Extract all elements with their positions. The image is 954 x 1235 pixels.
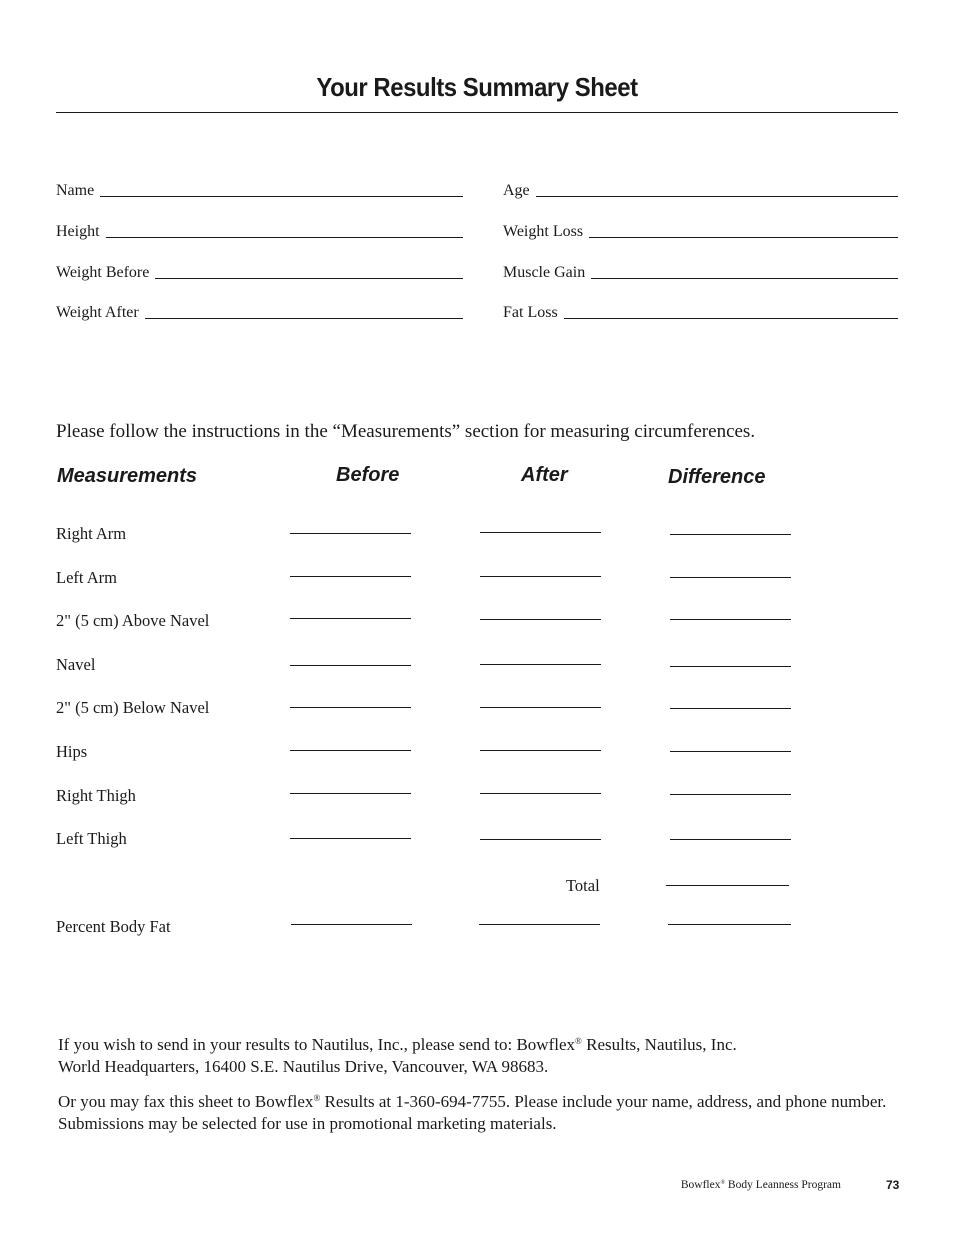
navel-before-line[interactable] [290,665,411,666]
row-label-left-arm: Left Arm [56,568,117,587]
footer-program: Body Leanness Program [725,1179,841,1191]
difference-heading: Difference [668,466,766,488]
row-label-navel: Navel [56,655,96,674]
field-label: Height [56,223,100,240]
mailing-address: World Headquarters, 16400 S.E. Nautilus Drive, Vancouver, WA 98683. [58,1057,549,1076]
row-label-below-navel: 2" (5 cm) Below Navel [56,698,210,717]
right-thigh-after-line[interactable] [480,793,601,794]
before-heading: Before [336,464,400,486]
age-input-line[interactable] [536,196,898,197]
right-thigh-difference-line[interactable] [670,794,791,795]
weight-after-field[interactable] [56,300,463,322]
left-arm-before-line[interactable] [290,576,411,577]
field-label: Fat Loss [503,304,558,321]
fat-loss-field[interactable] [503,300,898,322]
height-input-line[interactable] [106,237,463,238]
hips-before-line[interactable] [290,750,411,751]
row-label-right-arm: Right Arm [56,524,127,543]
mailing-instructions [58,1034,898,1078]
field-label: Weight After [56,304,139,321]
right-arm-difference-line[interactable] [670,534,791,535]
left-thigh-difference-line[interactable] [670,839,791,840]
below-navel-before-line[interactable] [290,707,411,708]
fax-text-1: Or you may fax this sheet to Bowflex [58,1092,314,1111]
title-divider [56,112,898,113]
name-input-line[interactable] [100,196,463,197]
measurement-instructions: Please follow the instructions in the “Measurements” section for measuring circumferences. [56,421,756,442]
body-fat-before-line[interactable] [291,924,412,925]
fax-text-2: Results at 1-360-694-7755. Please include your name, address, and phone number. Submissions may be selected for use in promotional marketing materials. [58,1092,887,1133]
page-number: 73 [886,1178,900,1192]
body-fat-difference-line[interactable] [668,924,791,925]
field-label: Age [503,182,530,199]
field-label: Weight Loss [503,223,584,240]
row-label-percent-body-fat: Percent Body Fat [56,917,171,936]
weight-loss-field[interactable] [503,219,898,241]
weight-before-input-line[interactable] [155,278,463,279]
row-label-hips: Hips [56,742,88,761]
left-thigh-before-line[interactable] [290,838,411,839]
right-arm-before-line[interactable] [290,533,411,534]
page-title: Your Results Summary Sheet [316,72,638,102]
total-label: Total [566,876,600,895]
weight-before-field[interactable] [56,260,463,282]
footer-program-name [681,1179,841,1191]
height-field[interactable] [56,219,463,241]
age-field[interactable] [503,178,898,200]
above-navel-after-line[interactable] [480,619,601,620]
field-label: Name [56,182,95,199]
above-navel-before-line[interactable] [290,618,411,619]
field-label: Muscle Gain [503,264,586,281]
name-field[interactable] [56,178,463,200]
fat-loss-input-line[interactable] [564,318,898,319]
right-thigh-before-line[interactable] [290,793,411,794]
left-arm-after-line[interactable] [480,576,601,577]
after-heading: After [521,464,568,486]
below-navel-difference-line[interactable] [670,708,791,709]
muscle-gain-input-line[interactable] [591,278,898,279]
hips-after-line[interactable] [480,750,601,751]
weight-after-input-line[interactable] [145,318,463,319]
measurements-heading: Measurements [57,465,198,487]
row-label-above-navel: 2" (5 cm) Above Navel [56,611,210,630]
left-arm-difference-line[interactable] [670,577,791,578]
right-arm-after-line[interactable] [480,532,601,533]
total-difference-line[interactable] [666,885,789,886]
registered-mark: ® [575,1036,582,1046]
row-label-left-thigh: Left Thigh [56,829,127,848]
footer-brand: Bowflex [680,1179,721,1191]
mailing-text-2: Results, Nautilus, Inc. [581,1035,737,1054]
body-fat-after-line[interactable] [479,924,600,925]
weight-loss-input-line[interactable] [589,237,898,238]
muscle-gain-field[interactable] [503,260,898,282]
left-thigh-after-line[interactable] [480,839,601,840]
fax-instructions [58,1091,898,1135]
mailing-text-1: If you wish to send in your results to Nautilus, Inc., please send to: Bowflex [58,1035,576,1054]
field-label: Weight Before [56,264,150,281]
row-label-right-thigh: Right Thigh [56,786,136,805]
registered-mark: ® [313,1093,321,1103]
registered-mark: ® [720,1180,726,1186]
above-navel-difference-line[interactable] [670,619,791,620]
hips-difference-line[interactable] [670,751,791,752]
below-navel-after-line[interactable] [480,707,601,708]
navel-difference-line[interactable] [670,666,791,667]
navel-after-line[interactable] [480,664,601,665]
